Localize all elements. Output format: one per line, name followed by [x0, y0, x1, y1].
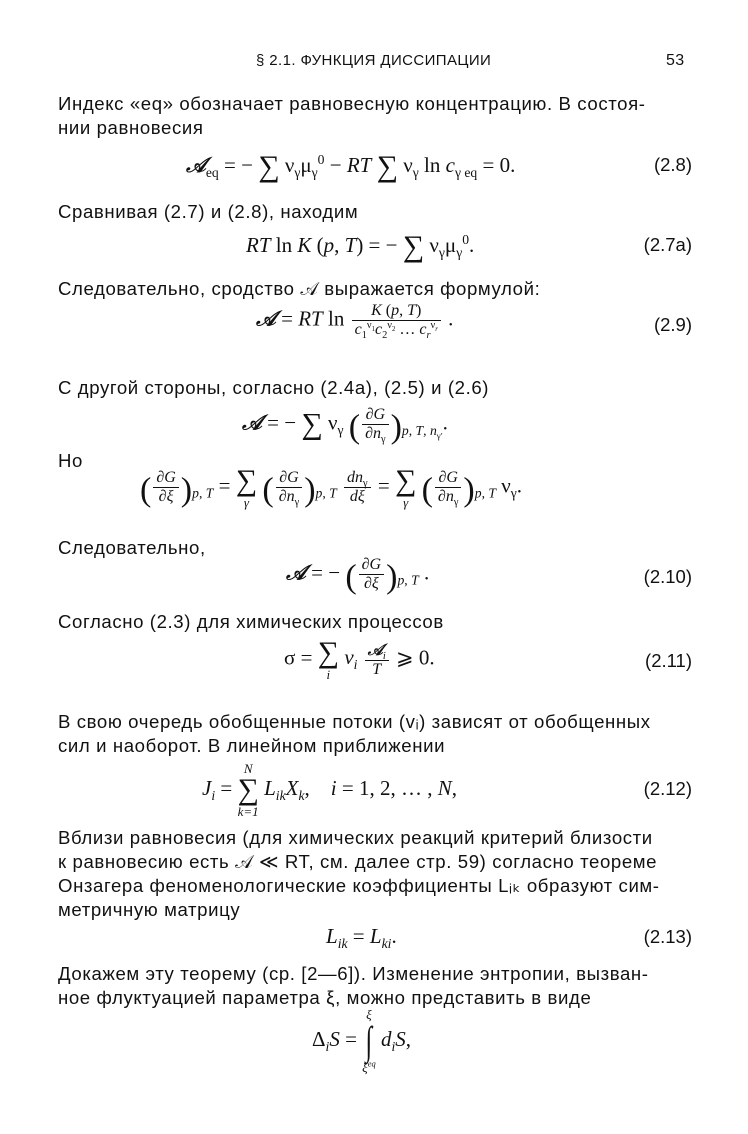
equation-2-13: $L_{ik} = L_{ki}$. [326, 924, 397, 952]
equation-number: (2.12) [643, 778, 692, 799]
paragraph-line: Согласно (2.3) для химических процессов [58, 611, 444, 632]
paragraph-line: сил и наоборот. В линейном приближении [58, 735, 446, 756]
equation-2-11: σ = ∑ i $v_i$ $\frac{𝒜_i}{T}$ ⩾ 0. [284, 636, 435, 682]
paragraph-line: Онзагера феноменологические коэффициенты Lᵢₖ образуют сим- [58, 875, 660, 896]
equation-2-7a: RT ln K (p, T) = − ∑ $\nu_\gamma\mu_\gamma^0$. [246, 230, 475, 263]
paragraph-line: метричную матрицу [58, 899, 241, 920]
equation-number: (2.11) [645, 650, 692, 671]
paragraph-line: Индекс «eq» обозначает равновесную концентрацию. В состоя- [58, 93, 646, 114]
paragraph-line: Сравнивая (2.7) и (2.8), находим [58, 201, 359, 222]
paragraph-line: к равновесию есть 𝒜 ≪ RT, см. далее стр. 59) согласно теореме [58, 851, 658, 872]
equation-entropy-integral: $\Delta_iS$ = ξ ∫ $\xi^{eq}$ $d_iS$, [312, 1007, 411, 1075]
paragraph-line: нии равновесия [58, 117, 204, 138]
paragraph-line: Следовательно, сродство 𝒜 выражается формулой: [58, 278, 541, 299]
equation-affinity-derivative: 𝒜 = − ∑ $\nu_\gamma$ ( $\frac{\partial G}{\partial n_\gamma}$ )$_{p, T, n_{\gamma'}}$. [242, 406, 448, 446]
equation-2-8: 𝒜$_{eq}$ = − ∑ $\nu_\gamma\mu_\gamma^0$ − RT ∑ $\nu_\gamma$ $\ln c_{\gamma eq} = 0$. [186, 150, 516, 183]
equation-2-10: 𝒜 = − ( $\frac{\partial G}{\partial\xi}$ )$_{p, T}$ . [286, 556, 430, 596]
paragraph-line: ное флуктуацией параметра ξ, можно представить в виде [58, 987, 592, 1008]
equation-number: (2.10) [643, 566, 692, 587]
page-number: 53 [666, 52, 685, 69]
equation-number: (2.9) [653, 314, 692, 335]
equation-number: (2.13) [643, 926, 692, 947]
equation-number: (2.7a) [643, 234, 692, 255]
paragraph-line: Вблизи равновесия (для химических реакций критерий близости [58, 827, 653, 848]
equation-dG-dxi: ( $\frac{\partial G}{\partial\xi}$ )$_{p, T}$ = ∑ γ ( $\frac{\partial G}{\partial n_\gamma}$ )$_{p, T}$ $\frac{dn_\gamma}{d\xi}$ = ∑ γ ( $\frac{\partial G}{\partial n_\gamma}$ )$_{p, T}$ $\nu_\gamma$. [140, 464, 523, 510]
paragraph-line: С другой стороны, согласно (2.4a), (2.5) и (2.6) [58, 377, 490, 398]
paragraph-line: Следовательно, [58, 537, 206, 558]
equation-2-12: $J_i$ = N ∑ k=1 $L_{ik}X_k$, i = 1, 2, … , N, [202, 761, 457, 819]
equation-2-9: 𝒜 = RT ln $\frac{K (p, T)}{c_1^{\nu_1}c_2^{\nu_2} \dots c_r^{\nu_r}}$ . [256, 302, 454, 342]
paragraph-line: Докажем эту теорему (ср. [2—6]). Изменение энтропии, вызван- [58, 963, 649, 984]
equation-number: (2.8) [653, 154, 692, 175]
paragraph-line: В свою очередь обобщенные потоки (vᵢ) зависят от обобщенных [58, 711, 651, 732]
paragraph-line: Но [58, 450, 83, 471]
running-header-title: § 2.1. ФУНКЦИЯ ДИССИПАЦИИ [256, 52, 492, 69]
